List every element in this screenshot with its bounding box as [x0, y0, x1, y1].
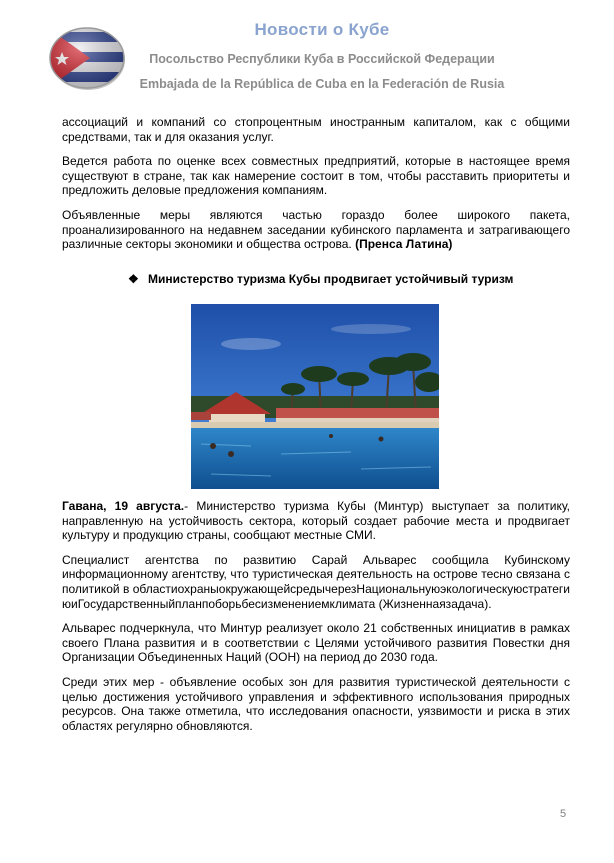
- diamond-bullet-icon: ❖: [128, 272, 139, 286]
- resort-pool-photo: [191, 304, 439, 489]
- paragraph: Среди этих мер - объявление особых зон для развития туристической деятельности с целью достижения устойчивого управления и эффективного использования природных ресурсов. Она также отметила, что исследования опасности, уязвимости и риска в этих областях регулярно обновляются.: [62, 674, 570, 733]
- section-title: Министерство туризма Кубы продвигает устойчивый туризм: [148, 272, 514, 286]
- page-number: 5: [560, 808, 567, 820]
- article-body: [62, 499, 570, 743]
- paragraph-text: - Министерство туризма Кубы (Минтур) выступает за политику, направленную на устойчивость сектора, который создает рабочие места и продвигает культуру и продукцию страны, сообщают местные СМИ.: [62, 499, 570, 543]
- paragraph-text-unspaced: областиохраныокружающейсредычерезНациональнуюэкологическуюстратегиюиГосударственныйпланпоборьбесизменениемклимата: [62, 581, 570, 611]
- paragraph: [62, 208, 570, 252]
- paragraph: [62, 553, 570, 611]
- header-title: Новости о Кубе: [254, 20, 390, 39]
- paragraph: [62, 499, 570, 543]
- article-top-text: [62, 115, 570, 262]
- paragraph-text: (Жизненнаязадача).: [375, 596, 492, 611]
- paragraph-text: Объявленные меры являются частью гораздо более широкого пакета, проанализированного на недавнем заседании кубинского парламента и затрагивающего различные секторы экономики и общества острова.: [62, 207, 570, 252]
- source-label: (Пренса Латина): [355, 237, 453, 252]
- section-heading: [128, 272, 568, 286]
- header-embassy-es: Embajada de la República de Cuba en la Federación de Rusia: [139, 77, 505, 91]
- paragraph: Альварес подчеркнула, что Минтур реализует около 21 собственных инициатив в рамках своего Плана развития и в соответствии с Целями устойчивого развития Повестки дня Организации Объединенных Наций (ООН) на период до 2030 года.: [62, 621, 570, 665]
- dateline: Гавана, 19 августа.: [62, 499, 185, 513]
- paragraph: Ведется работа по оценке всех совместных предприятий, которые в настоящее время существуют в стране, так как намерение состоит в том, чтобы расставить приоритеты и предложить деловые предложения компаниям.: [62, 154, 570, 198]
- paragraph-text: Специалист агентства по развитию Сарай Альварес сообщила Кубинскому информационному агентству, что туристическая деятельность на острове тесно связана с политикой в: [62, 552, 570, 596]
- paragraph: ассоциаций и компаний со стопроцентным иностранным капиталом, как с общими средствами, так и для оказания услуг.: [62, 115, 570, 144]
- page-header: [0, 0, 614, 100]
- header-embassy-ru: Посольство Республики Куба в Российской Федерации: [149, 52, 495, 66]
